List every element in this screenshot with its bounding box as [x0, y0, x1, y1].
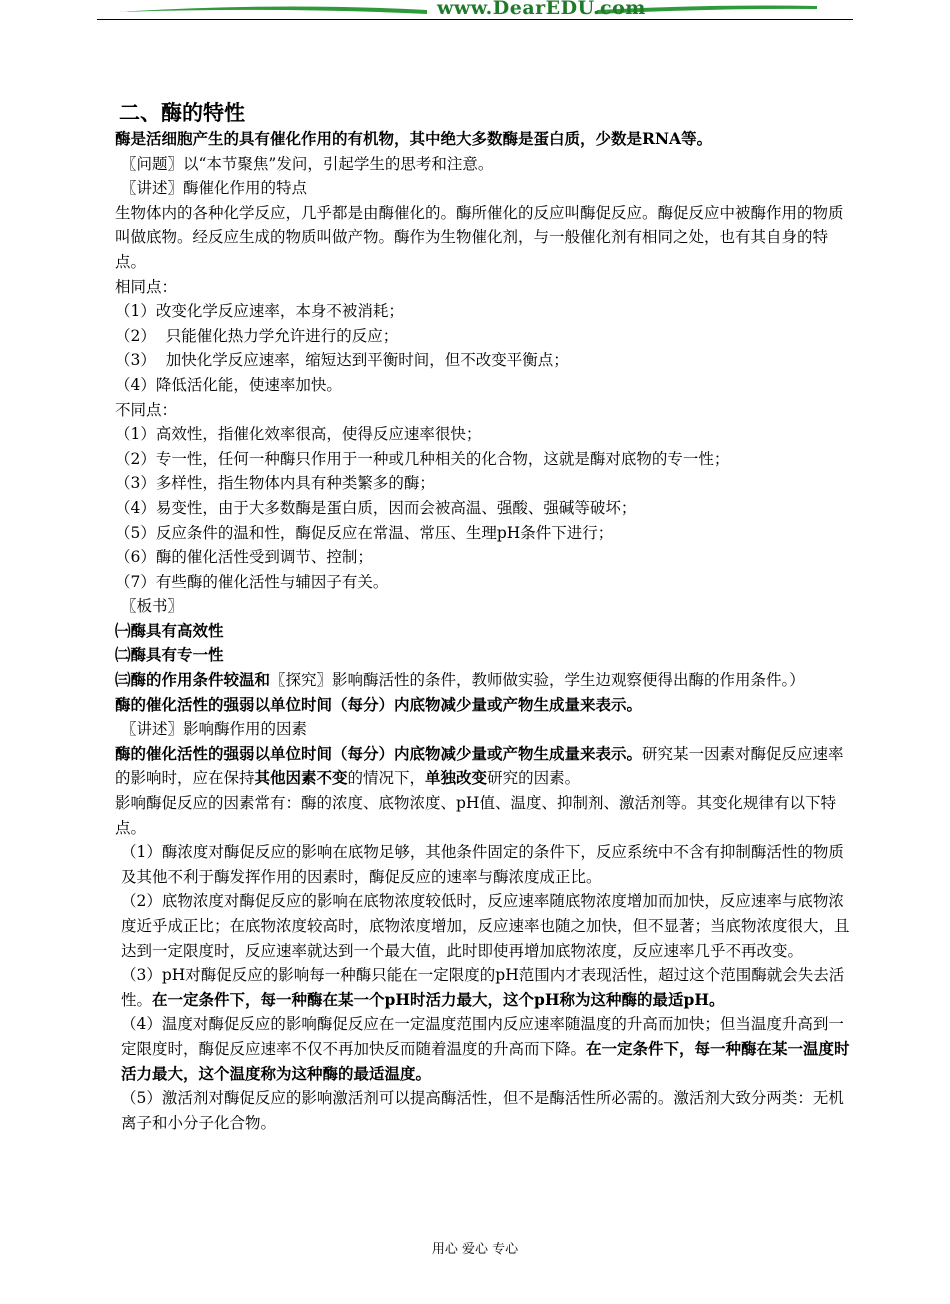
- p1-b1: 其他因素不变: [254, 768, 348, 788]
- factor-2: （2）底物浓度对酶促反应的影响在底物浓度较低时，反应速率随底物浓度增加而加快，反应速率与底物浓度近乎成正比；在底物浓度较高时，底物浓度增加，反应速率也随之加快，但不显著；当底物浓度很大，且达到一定限度时，反应速率就达到一个最大值，此时即使再增加底物浓度，反应速率几乎不再改变。: [121, 892, 850, 960]
- f3-a: （3）pH对酶促反应的影响每一种酶只能在一定限度的pH范围内才表现活性，超过这个范围酶就会失去活性。: [121, 966, 845, 1009]
- same-point: （1）改变化学反应速率，本身不被消耗；: [115, 302, 404, 321]
- p1-c: 的情况下，: [347, 769, 426, 788]
- header-rule: [97, 19, 853, 20]
- board-item-1: ㈠酶具有高效性: [115, 620, 224, 640]
- p1-bold: 酶的催化活性的强弱以单位时间（每分）内底物减少量或产物生成量来表示。: [115, 743, 643, 763]
- p1-b2: 单独改变: [425, 768, 488, 788]
- intro-text: 酶是活细胞产生的具有催化作用的有机物，其中绝大多数酶是蛋白质，少数是RNA等。: [115, 129, 713, 148]
- paragraph-2: 影响酶促反应的因素常有：酶的浓度、底物浓度、pH值、温度、抑制剂、激活剂等。其变化规律有以下特点。: [115, 794, 836, 837]
- diff-point: （5）反应条件的温和性，酶促反应在常温、常压、生理pH条件下进行；: [115, 523, 614, 542]
- paragraph-1: [97, 742, 857, 791]
- f3-b: 在一定条件下，每一种酶在某一个pH时活力最大，这个pH称为这种酶的最适pH。: [152, 989, 725, 1009]
- activity-definition: 酶的催化活性的强弱以单位时间（每分）内底物减少量或产物生成量来表示。: [115, 694, 643, 714]
- diff-point: （7）有些酶的催化活性与辅因子有关。: [115, 572, 389, 591]
- p1-d: 研究的因素。: [487, 769, 581, 788]
- diff-title: 不同点：: [115, 400, 178, 419]
- page-footer: 用心 爱心 专心: [431, 1242, 519, 1257]
- factor-3: [97, 963, 857, 1012]
- diff-point: （1）高效性，指催化效率很高，使得反应速率很快；: [115, 425, 482, 444]
- lecture1-body: 生物体内的各种化学反应，几乎都是由酶催化的。酶所催化的反应叫酶促反应。酶促反应中被酶作用的物质叫做底物。经反应生成的物质叫做产物。酶作为生物催化剂，与一般催化剂有相同之处，也有其自身的特点。: [115, 203, 844, 271]
- diff-point: （6）酶的催化活性受到调节、控制；: [115, 548, 373, 567]
- board-item-3-bold: ㈢酶的作用条件较温和: [115, 670, 271, 690]
- factor-5: （5）激活剂对酶促反应的影响激活剂可以提高酶活性，但不是酶活性所必需的。激活剂大致分两类：无机离子和小分子化合物。: [121, 1089, 844, 1132]
- section-title: 二、酶的特性: [119, 101, 245, 125]
- same-title: 相同点：: [115, 277, 178, 296]
- lecture1-title: 〖讲述〗酶催化作用的特点: [121, 179, 308, 198]
- diff-point: （4）易变性，由于大多数酶是蛋白质，因而会被高温、强酸、强碱等破坏；: [115, 498, 637, 517]
- p1-a: 研究某一因素对酶促反应速率的影响时，应在保持: [115, 744, 844, 788]
- diff-point: （2）专一性，任何一种酶只作用于一种或几种相关的化合物，这就是酶对底物的专一性；: [115, 449, 730, 468]
- diff-point: （3）多样性，指生物体内具有种类繁多的酶；: [115, 474, 435, 493]
- f4-a: （4）温度对酶促反应的影响酶促反应在一定温度范围内反应速率随温度的升高而加快；但当温度升高到一定限度时，酶促反应速率不仅不再加快反而随着温度的升高而下降。: [121, 1015, 844, 1058]
- factor-1: （1）酶浓度对酶促反应的影响在底物足够，其他条件固定的条件下，反应系统中不含有抑制酶活性的物质及其他不利于酶发挥作用的因素时，酶促反应的速率与酶浓度成正比。: [121, 843, 844, 886]
- board-item-3: [97, 668, 857, 693]
- factor-4: [97, 1012, 857, 1086]
- same-point: （2） 只能催化热力学允许进行的反应；: [115, 326, 399, 345]
- site-logo-text: www.DearEDU.com: [437, 0, 646, 19]
- same-point: （3） 加快化学反应速率，缩短达到平衡时间，但不改变平衡点；: [115, 351, 569, 370]
- board-item-2: ㈡酶具有专一性: [115, 645, 224, 665]
- document-body: [97, 100, 857, 1135]
- same-point: （4）降低活化能，使速率加快。: [115, 375, 342, 394]
- question-line: 〖问题〗以“本节聚焦”发问，引起学生的思考和注意。: [121, 154, 494, 173]
- board-item-3-rest: 〖探究〗影响酶活性的条件，教师做实验，学生边观察便得出酶的作用条件。）: [270, 671, 805, 690]
- lecture2-title: 〖讲述〗影响酶作用的因素: [121, 720, 308, 739]
- f4-b: 在一定条件下，每一种酶在某一温度时活力最大，这个温度称为这种酶的最适温度。: [121, 1038, 850, 1083]
- board-title: 〖板书〗: [121, 597, 184, 616]
